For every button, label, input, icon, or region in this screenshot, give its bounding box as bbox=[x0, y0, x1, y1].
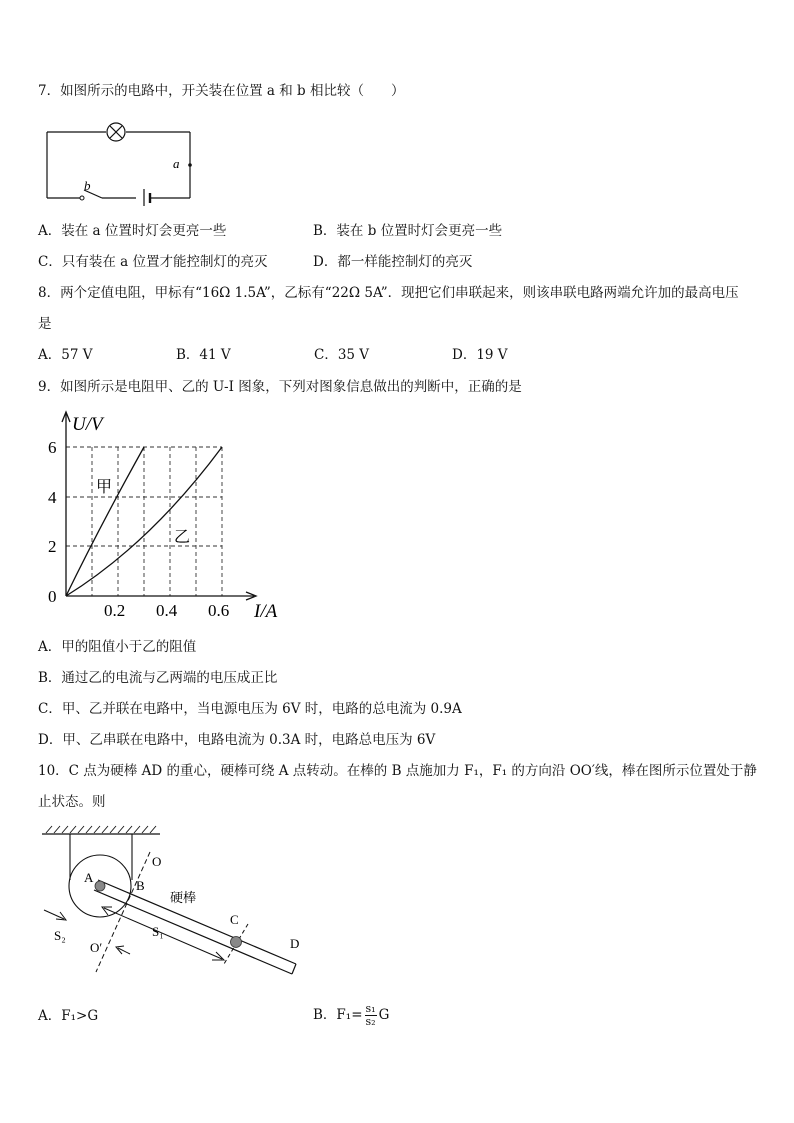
q9-ylabel: U/V bbox=[72, 414, 103, 435]
q7-label-a: a bbox=[173, 156, 180, 171]
q8-option-d[interactable]: D．19 V bbox=[452, 347, 508, 363]
q9-ytick-6: 6 bbox=[48, 438, 57, 457]
q7-option-a[interactable]: A．装在 a 位置时灯会更亮一些 bbox=[38, 223, 227, 239]
q9-origin: 0 bbox=[48, 587, 57, 606]
q7-option-d[interactable]: D．都一样能控制灯的亮灭 bbox=[313, 254, 473, 270]
q9-xlabel: I/A bbox=[254, 601, 278, 622]
q7-option-c[interactable]: C．只有装在 a 位置才能控制灯的亮灭 bbox=[38, 254, 268, 270]
q10-label-O-prime: O′ bbox=[90, 940, 103, 955]
q9-series-yi-label: 乙 bbox=[174, 529, 191, 546]
q10-option-b[interactable] bbox=[313, 1003, 389, 1028]
q8-option-c[interactable]: C．35 V bbox=[314, 347, 370, 363]
q9-ytick-4: 4 bbox=[48, 488, 57, 507]
q10-stem-line1: 10．C 点为硬棒 AD 的重心，硬棒可绕 A 点转动。在棒的 B 点施加力 F₁，F₁ 的方向沿 OO′线，棒在图所示位置处于静 bbox=[38, 763, 757, 779]
q8-stem-line2: 是 bbox=[38, 316, 52, 332]
q8-stem-line1: 8．两个定值电阻，甲标有“16Ω 1.5A”，乙标有“22Ω 5A”．现把它们串联起来，则该串联电路两端允许加的最高电压 bbox=[38, 285, 739, 301]
q9-ui-graph bbox=[40, 404, 290, 624]
q10-option-b-suffix: G bbox=[378, 1007, 390, 1023]
q10-option-a[interactable]: A．F₁>G bbox=[38, 1008, 99, 1024]
q10-label-rod: 硬棒 bbox=[170, 890, 197, 905]
q10-label-D: D bbox=[290, 936, 300, 951]
q9-option-a[interactable]: A．甲的阻值小于乙的阻值 bbox=[38, 639, 197, 655]
q10-lever-diagram bbox=[38, 824, 328, 984]
q8-option-a[interactable]: A．57 V bbox=[38, 347, 93, 363]
q10-option-b-numerator: s₁ bbox=[365, 1002, 376, 1015]
q9-series-jia-label: 甲 bbox=[96, 479, 113, 496]
q7-label-b: b bbox=[84, 178, 91, 193]
q10-label-O: O bbox=[152, 854, 162, 869]
q9-stem: 9．如图所示是电阻甲、乙的 U-I 图象，下列对图象信息做出的判断中，正确的是 bbox=[38, 379, 522, 395]
q9-xtick-0.2: 0.2 bbox=[104, 601, 126, 620]
q10-option-b-prefix: B．F₁= bbox=[313, 1007, 363, 1023]
q10-label-S2: S₂ bbox=[54, 928, 66, 943]
q9-option-b[interactable]: B．通过乙的电流与乙两端的电压成正比 bbox=[38, 670, 278, 686]
q10-label-S1: S₁ bbox=[152, 924, 164, 939]
q7-circuit-diagram bbox=[40, 118, 210, 206]
q10-label-C: C bbox=[230, 912, 239, 927]
q10-option-b-denominator: s₂ bbox=[365, 1015, 376, 1028]
q9-xtick-0.6: 0.6 bbox=[208, 601, 230, 620]
q10-label-B: B bbox=[136, 878, 145, 893]
q9-xtick-0.4: 0.4 bbox=[156, 601, 178, 620]
q9-option-c[interactable]: C．甲、乙并联在电路中，当电源电压为 6V 时，电路的总电流为 0.9A bbox=[38, 701, 462, 717]
q9-ytick-2: 2 bbox=[48, 537, 57, 556]
q9-option-d[interactable]: D．甲、乙串联在电路中，电路电流为 0.3A 时，电路总电压为 6V bbox=[38, 732, 436, 748]
q10-label-A: A bbox=[84, 870, 94, 885]
q8-option-b[interactable]: B．41 V bbox=[176, 347, 231, 363]
q10-stem-line2: 止状态。则 bbox=[38, 794, 106, 810]
q7-stem: 7．如图所示的电路中，开关装在位置 a 和 b 相比较（ ） bbox=[38, 83, 405, 99]
q7-option-b[interactable]: B．装在 b 位置时灯会更亮一些 bbox=[313, 223, 503, 239]
q10-option-b-fraction bbox=[365, 1003, 377, 1028]
